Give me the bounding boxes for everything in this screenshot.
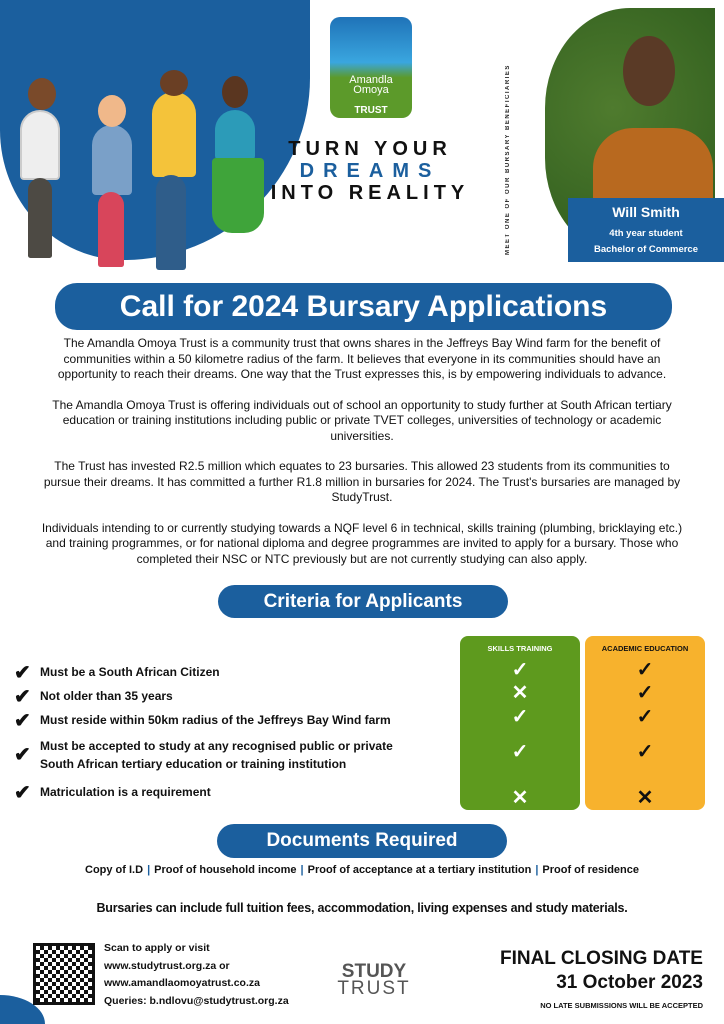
- criteria-item: Must reside within 50km radius of the Jeffreys Bay Wind farm: [40, 713, 391, 727]
- checkmark-icon: ✔: [14, 685, 31, 708]
- cross-icon: ✕: [511, 682, 529, 704]
- separator: |: [300, 864, 304, 876]
- logo-text: STUDY: [341, 961, 407, 982]
- logo-text: Omoya: [353, 84, 389, 96]
- academic-education-column: [585, 636, 705, 810]
- document-item: Proof of acceptance at a tertiary institution: [307, 864, 532, 876]
- checkmark-icon: ✔: [14, 709, 31, 732]
- logo-text: TRUST: [354, 105, 388, 116]
- cross-icon: ✕: [636, 787, 654, 809]
- main-title: Call for 2024 Bursary Applications: [55, 283, 672, 330]
- document-item: Proof of residence: [542, 864, 639, 876]
- document-item: Copy of I.D: [85, 864, 144, 876]
- skills-training-column: [460, 636, 580, 810]
- checkmark-icon: ✔: [14, 743, 31, 766]
- paragraph: The Amandla Omoya Trust is a community trust that owns shares in the Jeffreys Bay Wind farm for the benefit of communities within a 50 kilometre radius of the farm. It believes that everyone in its communities should have an opportunity to reach their dreams. One way that the Trust expresses this, is by empowering individuals to advance.: [57, 336, 667, 381]
- criteria-item: Matriculation is a requirement: [40, 785, 211, 799]
- logo-text: Amandla: [349, 74, 393, 86]
- cross-icon: ✕: [511, 787, 529, 809]
- intro-text: [40, 336, 684, 582]
- bursaries-note: Bursaries can include full tuition fees, accommodation, living expenses and study materials.: [96, 901, 628, 915]
- headline-line: INTO REALITY: [270, 182, 470, 204]
- beneficiary-arc-text: MEET ONE OF OUR BURSARY BENEFICIARIES: [505, 64, 511, 255]
- beneficiary-degree: Bachelor of Commerce: [593, 244, 698, 255]
- paragraph: The Amandla Omoya Trust is offering individuals out of school an opportunity to study further at South African tertiary education or training institutions including public or private TVET colleges, universities of technology or academic universities.: [52, 397, 672, 443]
- check-icon: ✓: [636, 659, 654, 681]
- headline: [270, 138, 470, 204]
- column-header: SKILLS TRAINING: [487, 644, 553, 653]
- amandla-omoya-trust-logo: [330, 17, 412, 118]
- beneficiary-card: [568, 198, 724, 262]
- closing-label: FINAL CLOSING DATE: [499, 948, 703, 969]
- scan-text: Scan to apply or visit: [104, 942, 210, 954]
- criteria-item: Must be accepted to study at any recognised public or private South African tertiary education or training institution: [40, 738, 393, 771]
- check-icon: ✓: [636, 706, 654, 728]
- documents-heading: Documents Required: [217, 824, 507, 858]
- studytrust-logo: [334, 963, 414, 997]
- checkmark-icon: ✔: [14, 661, 31, 684]
- link-amandlaomoya[interactable]: www.amandlaomoyatrust.co.za: [104, 977, 260, 989]
- paragraph: The Trust has invested R2.5 million which equates to 23 bursaries. This allowed 23 students from its communities to pursue their dreams. It has committed a further R1.8 million in bursaries for 2024. The Trust's bursaries are managed by StudyTrust.: [43, 459, 681, 504]
- queries-email[interactable]: Queries: b.ndlovu@studytrust.org.za: [104, 994, 289, 1007]
- checkmark-icon: ✔: [14, 781, 31, 804]
- criteria-heading: Criteria for Applicants: [218, 585, 508, 618]
- column-header: ACADEMIC EDUCATION: [601, 644, 689, 653]
- criteria-item: Not older than 35 years: [40, 689, 173, 703]
- check-icon: ✓: [511, 741, 529, 763]
- qr-code[interactable]: [33, 943, 95, 1005]
- separator: |: [535, 864, 539, 876]
- paragraph: Individuals intending to or currently studying towards a NQF level 6 in technical, skills training (plumbing, bricklaying etc.) and training programmes, or for national diploma and degree programmes are invited to apply for a bursary. Those who completed their NSC or NTC previously but are not currently studying can also apply.: [41, 520, 683, 566]
- separator: |: [147, 864, 151, 876]
- contact-info: [104, 940, 289, 1010]
- closing-date: 31 October 2023: [556, 972, 703, 993]
- criteria-item: Must be a South African Citizen: [40, 665, 220, 679]
- beneficiary-year: 4th year student: [609, 228, 683, 239]
- check-icon: ✓: [511, 659, 529, 681]
- documents-list: [12, 864, 712, 876]
- document-item: Proof of household income: [154, 864, 297, 876]
- headline-line: TURN YOUR: [288, 138, 452, 160]
- late-notice: NO LATE SUBMISSIONS WILL BE ACCEPTED: [540, 1001, 703, 1010]
- check-icon: ✓: [636, 741, 654, 763]
- link-studytrust[interactable]: www.studytrust.org.za or: [104, 959, 230, 972]
- headline-line: DREAMS: [299, 160, 441, 182]
- check-icon: ✓: [636, 682, 654, 704]
- logo-text: TRUST: [337, 978, 411, 999]
- students-illustration: [0, 70, 270, 275]
- closing-date-block: [470, 947, 703, 1010]
- criteria-list: [14, 660, 454, 807]
- check-icon: ✓: [511, 706, 529, 728]
- beneficiary-name: Will Smith: [612, 204, 680, 220]
